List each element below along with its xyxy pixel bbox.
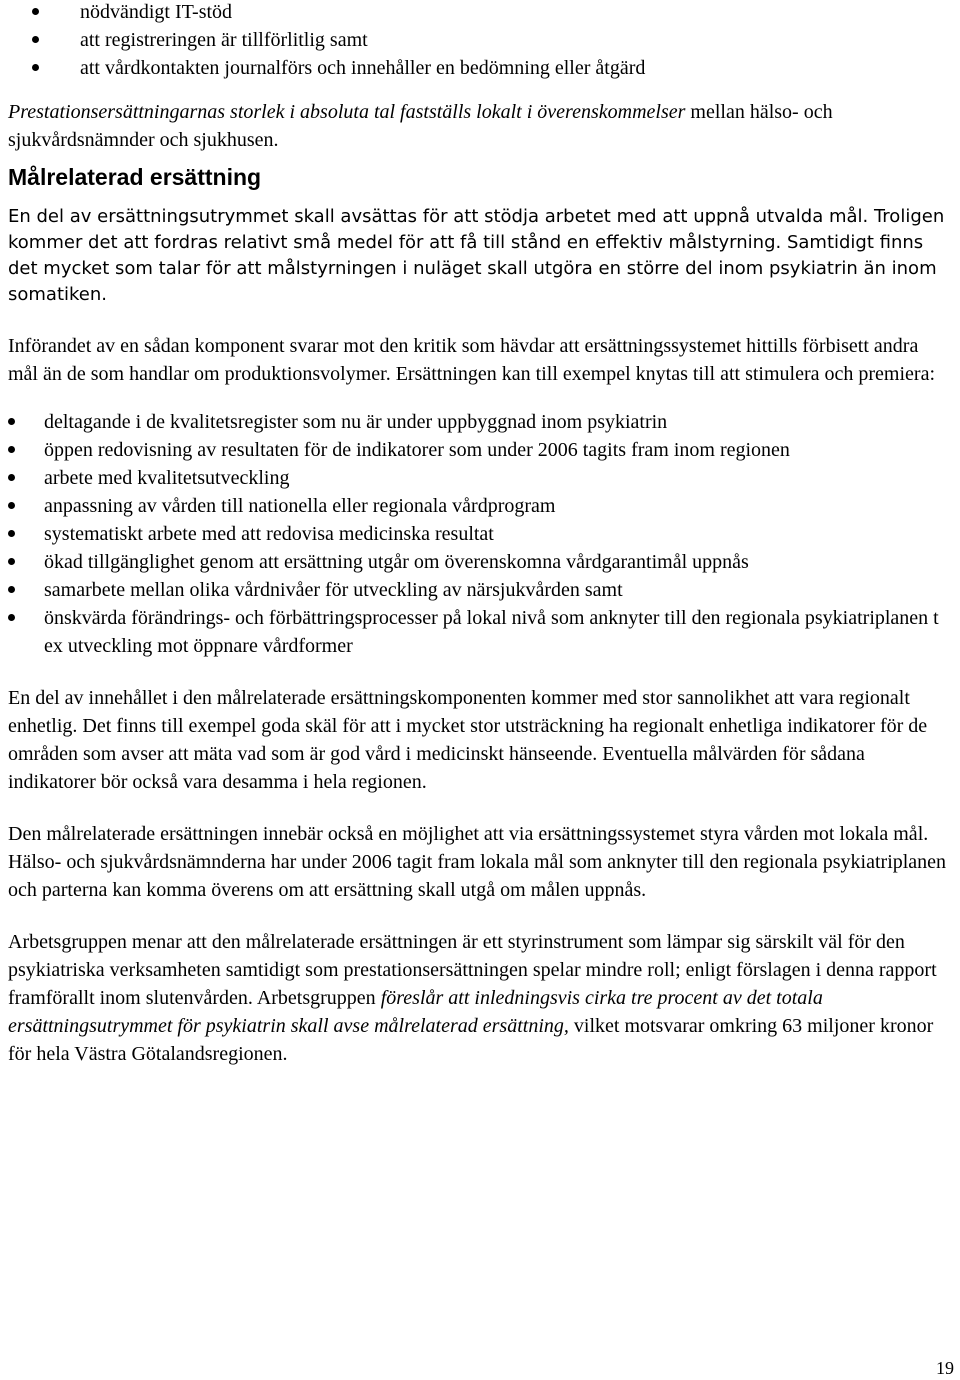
bullet-icon — [8, 614, 15, 621]
section-text: En del av ersättningsutrymmet skall avsättas för att stödja arbetet med att uppnå utvalda mål. Troligen kommer det att fordras relativt små medel för att få till stånd en effektiv målstyrning. Samtidigt finns det mycket som talar för att målstyrningen i nuläget skall utgöra en större del inom psykiatrin än inom somatiken. — [8, 206, 945, 305]
final-tail-text: vilket motsvarar omkring 63 miljoner kronor för hela Västra Götalandsregionen. — [8, 1015, 934, 1065]
list-item: att registreringen är tillförlitlig samt — [8, 26, 952, 54]
bullet-icon — [8, 474, 15, 481]
list-item: deltagande i de kvalitetsregister som nu är under uppbyggnad inom psykiatrin — [8, 408, 952, 436]
bullet-icon — [8, 530, 15, 537]
bullet-icon — [8, 586, 15, 593]
paragraph-final — [8, 928, 952, 1068]
list-item: arbete med kvalitetsutveckling — [8, 464, 952, 492]
bullet-icon — [32, 64, 39, 71]
paragraph-introduction: Införandet av en sådan komponent svarar mot den kritik som hävdar att ersättningssystemet hittills förbisett andra mål än de som handlar om produktionsvolymer. Ersättningen kan till exempel knytas till att stimulera och premiera: — [8, 335, 936, 385]
requirements-list — [8, 0, 952, 82]
list-item: nödvändigt IT-stöd — [8, 0, 952, 26]
list-item: systematiskt arbete med att redovisa medicinska resultat — [8, 520, 952, 548]
bullet-icon — [8, 502, 15, 509]
intro-text: mellan hälso- och sjukvårdsnämnder och sjukhusen. — [8, 101, 833, 151]
intro-paragraph — [8, 98, 952, 154]
list-item: öppen redovisning av resultaten för de indikatorer som under 2006 tagits fram inom regionen — [8, 436, 952, 464]
paragraph-local: Den målrelaterade ersättningen innebär också en möjlighet att via ersättningssystemet styra vården mot lokala mål. Hälso- och sjukvårdsnämnderna har under 2006 tagit fram lokala mål som anknyter till den regionala psykiatriplanen och parterna kan komma överens om att ersättning skall utgå om målen uppnås. — [8, 823, 947, 901]
final-italic-text: föreslår att inledningsvis cirka tre procent av det totala ersättningsutrymmet för psykiatrin skall avse målrelaterad ersättning, — [8, 987, 823, 1037]
intro-italic-text: Prestationsersättningarnas storlek i absoluta tal fastställs lokalt i överenskommelser — [8, 101, 686, 123]
list-item: önskvärda förändrings- och förbättringsprocesser på lokal nivå som anknyter till den regionala psykiatriplanen t ex utveckling mot öppnare vårdformer — [8, 604, 952, 660]
section-heading: Målrelaterad ersättning — [8, 164, 262, 190]
document-page — [8, 0, 952, 1068]
list-item: samarbete mellan olika vårdnivåer för utveckling av närsjukvården samt — [8, 576, 952, 604]
list-item: att vårdkontakten journalförs och innehåller en bedömning eller åtgärd — [8, 54, 952, 82]
incentives-list — [8, 408, 952, 660]
page-number: 19 — [936, 1358, 954, 1378]
paragraph-regional: En del av innehållet i den målrelaterade ersättningskomponenten kommer med stor sannolikhet att vara regionalt enhetlig. Det finns till exempel goda skäl för att i mycket stor utsträckning ha regionalt enhetliga indikatorer för de områden som avser att mäta vad som är god vård i medicinskt hänseende. Eventuella målvärden för sådana indikatorer bör också vara desamma i hela regionen. — [8, 687, 928, 793]
bullet-icon — [8, 418, 15, 425]
final-lead-text: Arbetsgruppen menar att den målrelaterade ersättningen är ett styrinstrument som lämpar sig särskilt väl för den psykiatriska verksamheten samtidigt som prestationsersättningen spelar mindre roll; enligt förslagen i denna rapport framförallt inom slutenvården. Arbetsgruppen — [8, 931, 937, 1009]
list-item: anpassning av vården till nationella eller regionala vårdprogram — [8, 492, 952, 520]
bullet-icon — [8, 558, 15, 565]
bullet-icon — [32, 8, 39, 15]
bullet-icon — [32, 36, 39, 43]
bullet-icon — [8, 446, 15, 453]
list-item: ökad tillgänglighet genom att ersättning utgår om överenskomna vårdgarantimål uppnås — [8, 548, 952, 576]
